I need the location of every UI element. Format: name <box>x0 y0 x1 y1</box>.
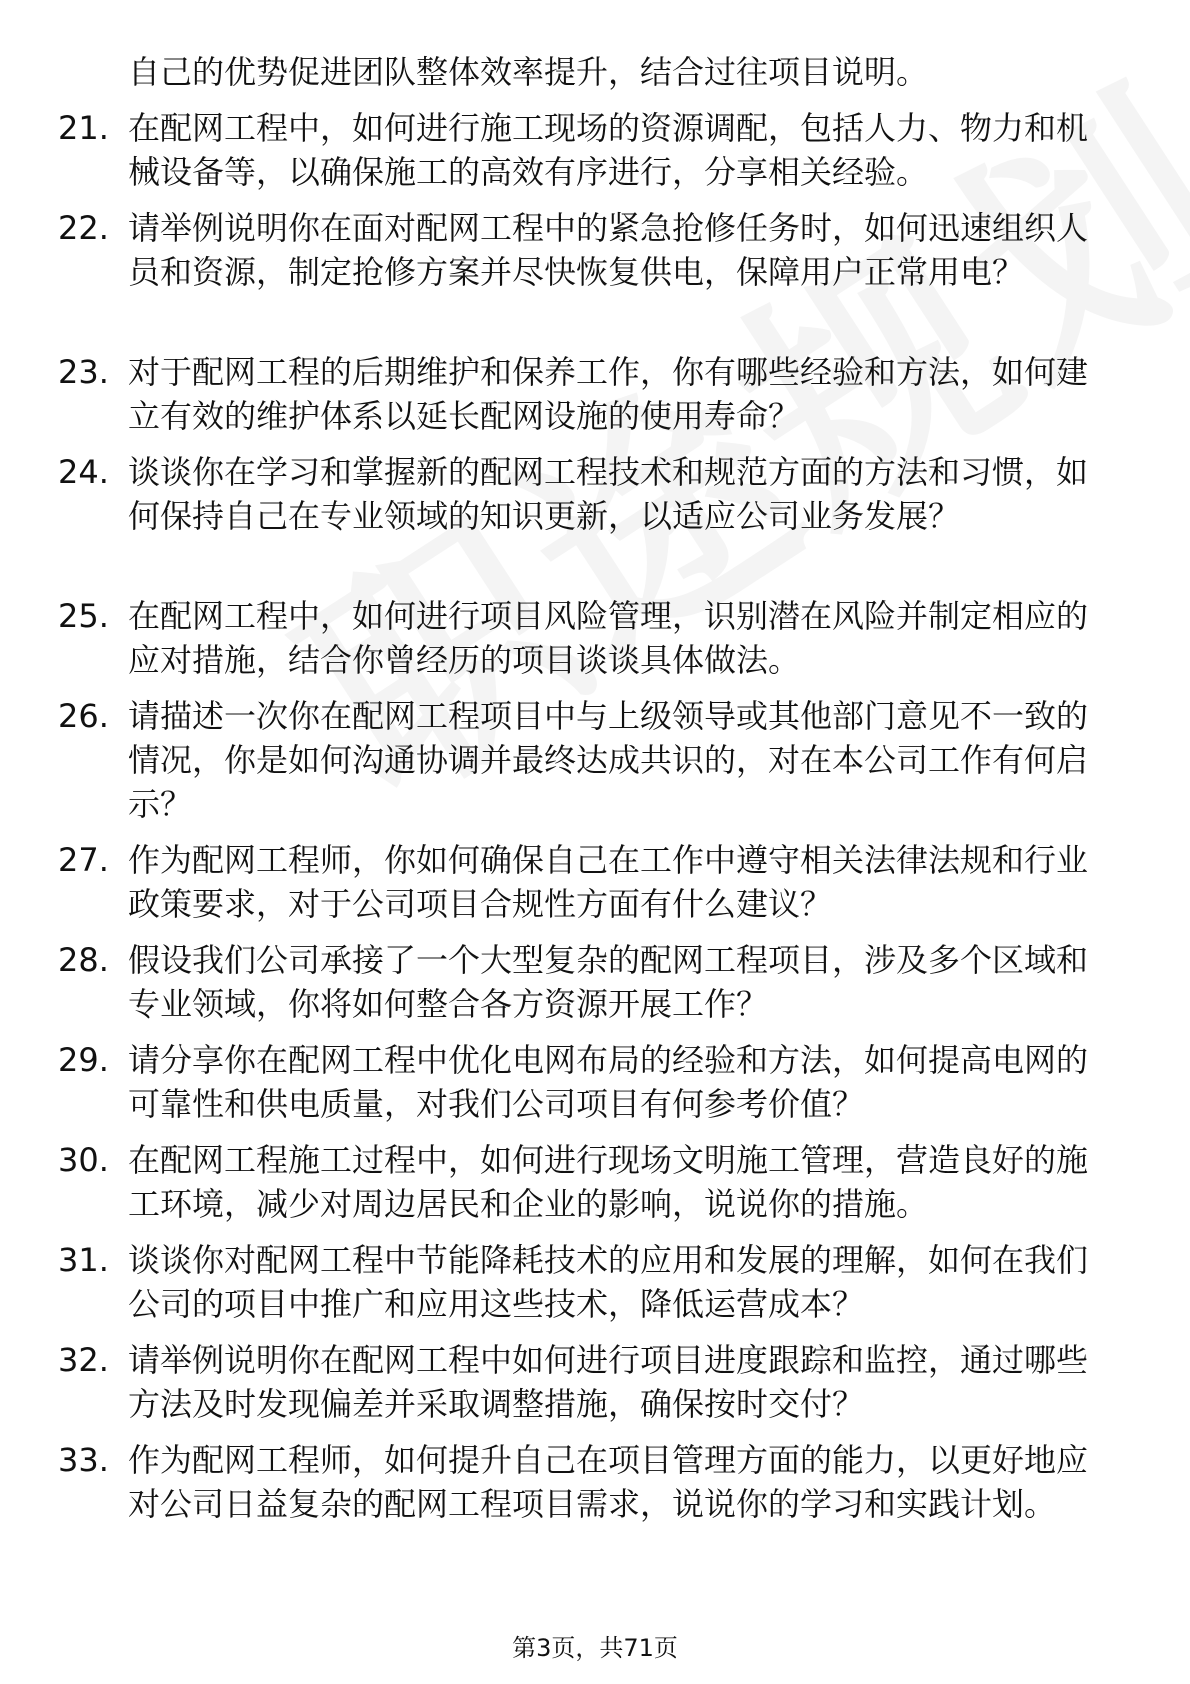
question-text: 谈谈你在学习和掌握新的配网工程技术和规范方面的方法和习惯，如何保持自己在专业领域的知识更新，以适应公司业务发展？ <box>128 453 1089 535</box>
question-item <box>58 938 1108 1026</box>
continued-question-text: 自己的优势促进团队整体效率提升，结合过往项目说明。 <box>128 53 929 91</box>
question-number: 23. <box>58 353 109 391</box>
question-number: 27. <box>58 841 109 879</box>
question-number: 24. <box>58 453 109 491</box>
question-item <box>58 594 1108 682</box>
question-number: 33. <box>58 1441 109 1479</box>
question-text: 对于配网工程的后期维护和保养工作，你有哪些经验和方法，如何建立有效的维护体系以延长配网设施的使用寿命？ <box>128 353 1089 435</box>
question-number: 28. <box>58 941 109 979</box>
question-text: 作为配网工程师，如何提升自己在项目管理方面的能力，以更好地应对公司日益复杂的配网工程项目需求，说说你的学习和实践计划。 <box>128 1441 1089 1523</box>
question-number: 31. <box>58 1241 109 1279</box>
question-number: 30. <box>58 1141 109 1179</box>
question-text: 在配网工程中，如何进行施工现场的资源调配，包括人力、物力和机械设备等，以确保施工的高效有序进行，分享相关经验。 <box>128 109 1089 191</box>
question-number: 26. <box>58 697 109 735</box>
page-number: 第3页，共71页 <box>512 1634 678 1662</box>
question-text: 假设我们公司承接了一个大型复杂的配网工程项目，涉及多个区域和专业领域，你将如何整合各方资源开展工作？ <box>128 941 1089 1023</box>
question-item <box>58 1238 1108 1326</box>
question-item <box>58 206 1108 294</box>
question-text: 请分享你在配网工程中优化电网布局的经验和方法，如何提高电网的可靠性和供电质量，对我们公司项目有何参考价值？ <box>128 1041 1089 1123</box>
question-number: 25. <box>58 597 109 635</box>
question-text: 谈谈你对配网工程中节能降耗技术的应用和发展的理解，如何在我们公司的项目中推广和应用这些技术，降低运营成本？ <box>128 1241 1089 1323</box>
question-item <box>58 1438 1108 1526</box>
question-item <box>58 838 1108 926</box>
question-text: 请描述一次你在配网工程项目中与上级领导或其他部门意见不一致的情况，你是如何沟通协调并最终达成共识的，对在本公司工作有何启示？ <box>128 697 1089 823</box>
question-item <box>58 1038 1108 1126</box>
question-number: 21. <box>58 109 109 147</box>
question-number: 32. <box>58 1341 109 1379</box>
question-text: 作为配网工程师，你如何确保自己在工作中遵守相关法律法规和行业政策要求，对于公司项目合规性方面有什么建议？ <box>128 841 1089 923</box>
question-item <box>58 1338 1108 1426</box>
question-item <box>58 450 1108 538</box>
question-item <box>58 350 1108 438</box>
question-item <box>58 1138 1108 1226</box>
question-text: 请举例说明你在面对配网工程中的紧急抢修任务时，如何迅速组织人员和资源，制定抢修方案并尽快恢复供电，保障用户正常用电？ <box>128 209 1089 291</box>
question-text: 在配网工程中，如何进行项目风险管理，识别潜在风险并制定相应的应对措施，结合你曾经历的项目谈谈具体做法。 <box>128 597 1089 679</box>
question-number: 22. <box>58 209 109 247</box>
question-number: 29. <box>58 1041 109 1079</box>
question-text: 在配网工程施工过程中，如何进行现场文明施工管理，营造良好的施工环境，减少对周边居民和企业的影响，说说你的措施。 <box>128 1141 1089 1223</box>
question-item <box>58 694 1108 826</box>
question-item <box>58 106 1108 194</box>
question-text: 请举例说明你在配网工程中如何进行项目进度跟踪和监控，通过哪些方法及时发现偏差并采取调整措施，确保按时交付？ <box>128 1341 1089 1423</box>
